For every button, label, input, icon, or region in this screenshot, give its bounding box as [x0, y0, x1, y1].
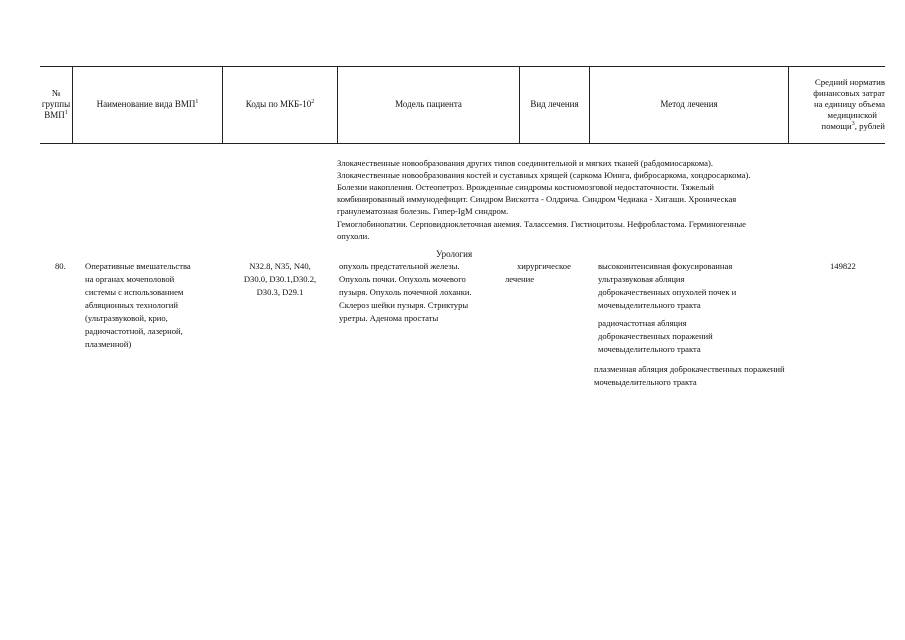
method-rf-line-1: радиочастотная абляция: [598, 318, 687, 328]
row-cost-value: 149822: [830, 261, 856, 271]
method-hifu-line-3: доброкачественных опухолей почек и: [598, 287, 737, 297]
row-vmp-name-line-1: Оперативные вмешательства: [85, 261, 191, 271]
header-cost-standard: Средний норматив финансовых затрат на единицу объема медицинской помощи$^3$, рублей: [813, 77, 885, 131]
header-group-number-line3: ВМП$^1$: [44, 110, 68, 120]
row-patient-model-line-4: Склероз шейки пузыря. Стриктуры: [339, 300, 469, 310]
method-plasma-line-1: плазменная абляция доброкачественных поражений: [594, 364, 785, 374]
continuation-line-5: гранулематозная болезнь. Гипер-IgM синдром.: [337, 206, 509, 216]
row-vmp-name-line-4: абляционных технологий: [85, 300, 178, 310]
method-rf-line-2: доброкачественных поражений: [598, 331, 713, 341]
row-icd-codes-line-3: D30.3, D29.1: [256, 287, 304, 297]
header-bottom-rule: [40, 143, 885, 144]
method-hifu-line-2: ультразвуковая абляция: [598, 274, 685, 284]
continuation-line-2: Злокачественные новообразования костей и суставных хрящей (саркома Юинга, фибросаркома, хондросаркома).: [337, 170, 751, 180]
row-vmp-name-line-7: плазменной): [85, 339, 132, 349]
row-vmp-name-line-6: радиочастотной, лазерной,: [85, 326, 183, 336]
section-title: Урология: [436, 249, 473, 259]
row-number: 80.: [55, 261, 66, 271]
row-treatment-type-line-1: хирургическое: [517, 261, 571, 271]
header-patient-model: Модель пациента: [395, 99, 462, 109]
continuation-line-7: опухоли.: [337, 231, 370, 241]
header-treatment-type: Вид лечения: [530, 99, 579, 109]
row-patient-model-line-3: пузыря. Опухоль почечной лоханки.: [339, 287, 472, 297]
continuation-line-6: Гемоглобинопатии. Серповидноклеточная анемия. Талассемия. Гистиоцитозы. Нефробластома. Герминогенные: [337, 219, 746, 229]
method-hifu-line-1: высокоинтенсивная фокусированная: [598, 261, 733, 271]
continuation-line-3: Болезни накопления. Остеопетроз. Врожденные синдромы костномозговой недостаточности. Тяжелый: [337, 182, 715, 192]
row-vmp-name-line-2: на органах мочеполовой: [85, 274, 175, 284]
row-icd-codes-line-1: N32.8, N35, N40,: [249, 261, 311, 271]
method-plasma-line-2: мочевыделительного тракта: [594, 377, 697, 387]
header-group-number-line1: №: [51, 88, 61, 98]
method-rf-line-3: мочевыделительного тракта: [598, 344, 701, 354]
header-group-number: [40, 66, 72, 143]
continuation-line-4: комбинированный иммунодефицит. Синдром Вискотта - Олдрича. Синдром Чедиака - Хигаши. Хроническая: [337, 194, 737, 204]
row-icd-codes-line-2: D30.0, D30.1,D30.2,: [243, 274, 317, 284]
method-hifu-line-4: мочевыделительного тракта: [598, 300, 701, 310]
header-treatment-method: Метод лечения: [660, 99, 718, 109]
row-treatment-type-line-2: лечение: [505, 274, 535, 284]
row-patient-model-line-1: опухоль предстательной железы.: [339, 261, 460, 271]
row-patient-model-line-5: уретры. Аденома простаты: [339, 313, 439, 323]
row-vmp-name-line-3: системы с использованием: [85, 287, 184, 297]
row-vmp-name-line-5: (ультразвуковой, крио,: [85, 313, 168, 323]
row-patient-model-line-2: Опухоль почки. Опухоль мочевого: [339, 274, 466, 284]
header-group-number-line2: группы: [41, 99, 71, 109]
header-icd-codes: Коды по МКБ-$10^2$: [245, 99, 315, 109]
continuation-line-1: Злокачественные новообразования других типов соединительной и мягких тканей (рабдомиосаркома).: [337, 158, 713, 168]
header-vmp-name: Наименование вида ВМП$^1$: [96, 99, 199, 109]
